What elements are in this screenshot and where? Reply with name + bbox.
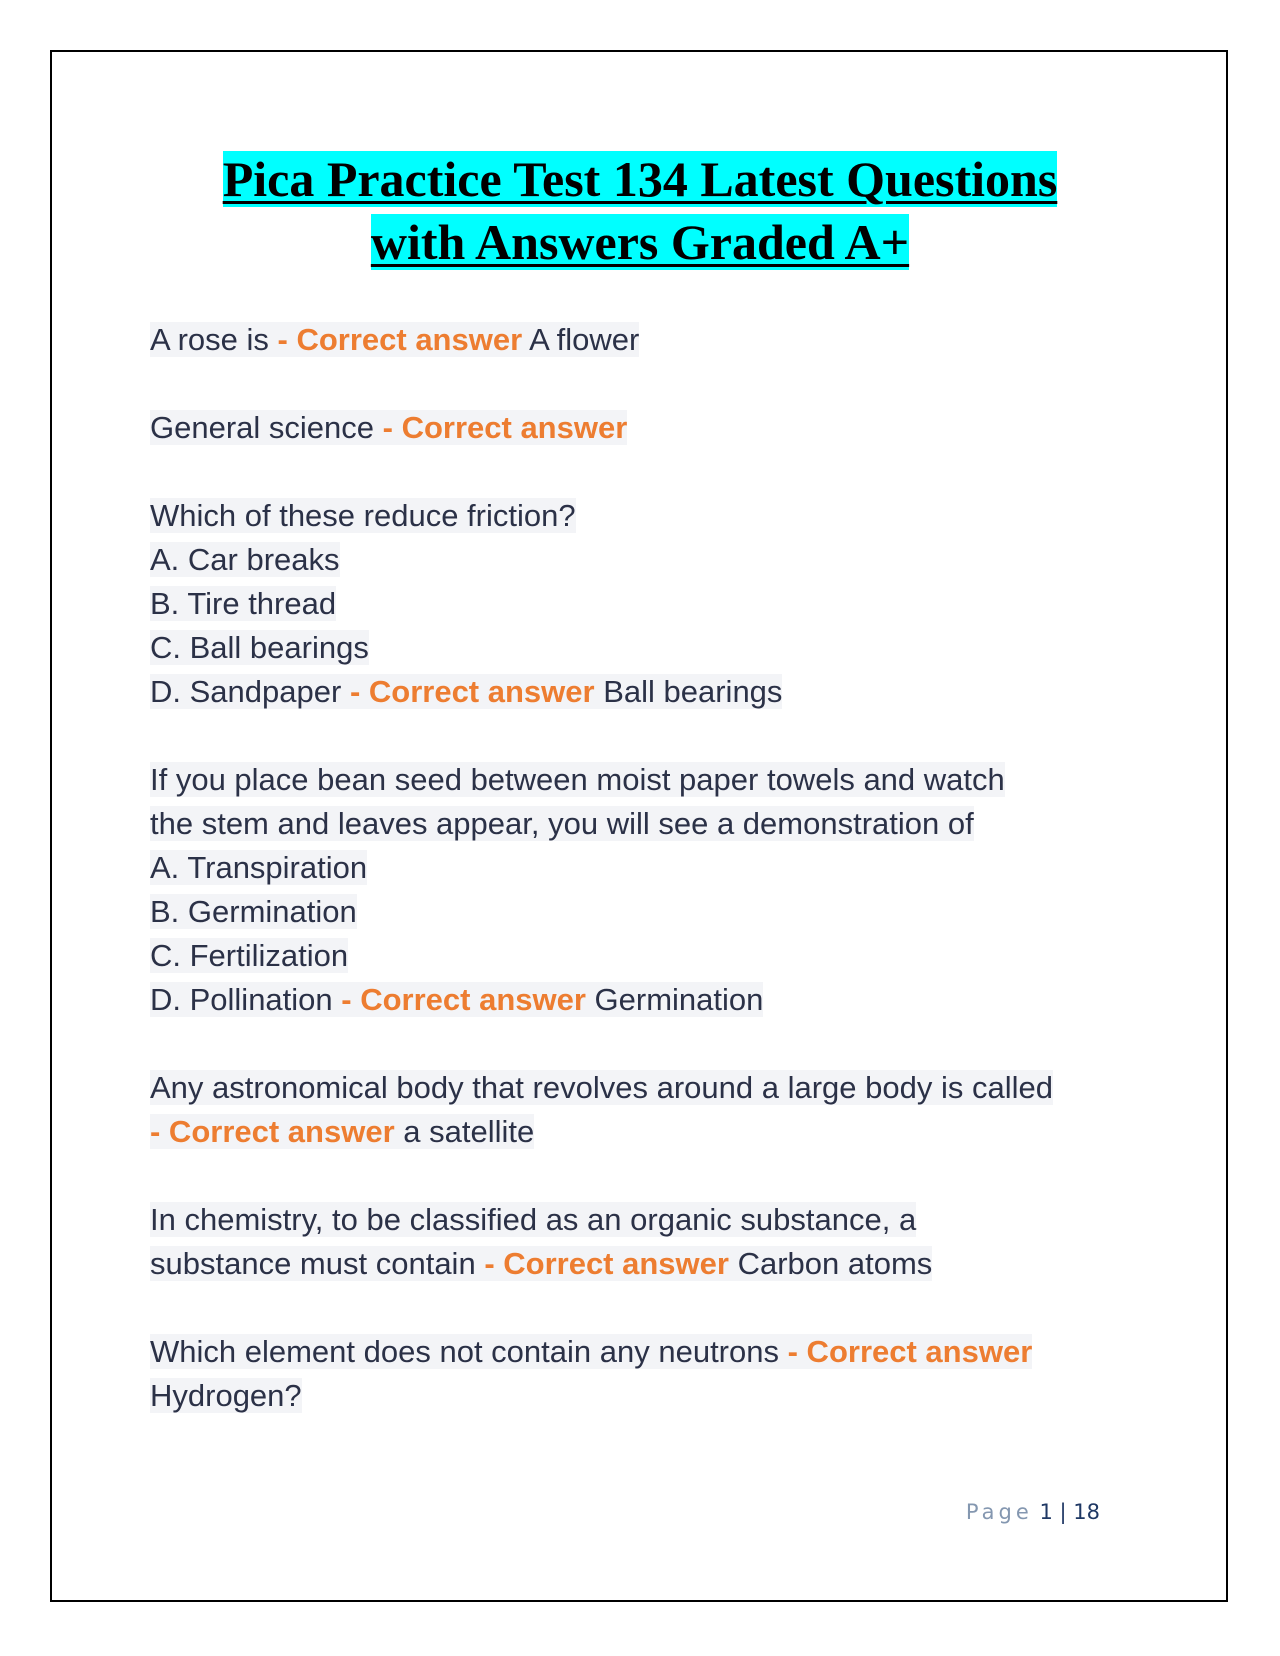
correct-answer-label: - Correct answer	[349, 674, 595, 709]
question-text: General science	[150, 410, 375, 445]
option-a: A. Transpiration	[150, 850, 368, 885]
question-text-line-2: the stem and leaves appear, you will see a demonstration of	[150, 806, 974, 841]
question-text-line-1: In chemistry, to be classified as an organic substance, a	[150, 1202, 917, 1237]
answer-text: Germination	[594, 982, 764, 1017]
question-text: Which element does not contain any neutrons	[150, 1334, 779, 1369]
option-b: B. Tire thread	[150, 586, 337, 621]
answer-text: Ball bearings	[603, 674, 783, 709]
correct-answer-label: - Correct answer	[341, 982, 586, 1017]
qa-item-3	[150, 494, 1128, 714]
document-title	[150, 148, 1130, 274]
option-d: D. Sandpaper	[150, 674, 342, 709]
question-text-line-2: substance must contain	[150, 1246, 476, 1281]
page-number-footer	[966, 1500, 1100, 1524]
question-text: Any astronomical body that revolves around a large body is called	[150, 1070, 1053, 1105]
option-c: C. Fertilization	[150, 938, 349, 973]
page-separator: |	[1059, 1500, 1067, 1524]
option-a: A. Car breaks	[150, 542, 340, 577]
option-d: D. Pollination	[150, 982, 333, 1017]
qa-item-1	[150, 318, 1128, 362]
qa-item-6	[150, 1198, 1128, 1286]
correct-answer-label: - Correct answer	[787, 1334, 1033, 1369]
title-line-2: with Answers Graded A+	[370, 214, 910, 270]
question-text-line-1: If you place bean seed between moist paper towels and watch	[150, 762, 1005, 797]
current-page: 1	[1039, 1500, 1053, 1524]
page-label: Page	[965, 1500, 1033, 1524]
option-c: C. Ball bearings	[150, 630, 369, 665]
qa-content	[150, 318, 1128, 1462]
question-text: A rose is	[150, 322, 269, 357]
title-line-1: Pica Practice Test 134 Latest Questions	[222, 151, 1058, 207]
qa-item-2	[150, 406, 1128, 450]
answer-text: Carbon atoms	[737, 1246, 933, 1281]
option-b: B. Germination	[150, 894, 357, 929]
total-pages: 18	[1073, 1500, 1100, 1524]
correct-answer-label: - Correct answer	[484, 1246, 729, 1281]
answer-text: Hydrogen?	[150, 1378, 302, 1413]
correct-answer-label: - Correct answer	[150, 1114, 395, 1149]
qa-item-7	[150, 1330, 1128, 1418]
qa-item-5	[150, 1066, 1128, 1154]
answer-text: A flower	[529, 322, 640, 357]
qa-item-4	[150, 758, 1128, 1022]
answer-text: a satellite	[403, 1114, 535, 1149]
question-text: Which of these reduce friction?	[150, 498, 576, 533]
correct-answer-label: - Correct answer	[382, 410, 628, 445]
correct-answer-label: - Correct answer	[277, 322, 523, 357]
